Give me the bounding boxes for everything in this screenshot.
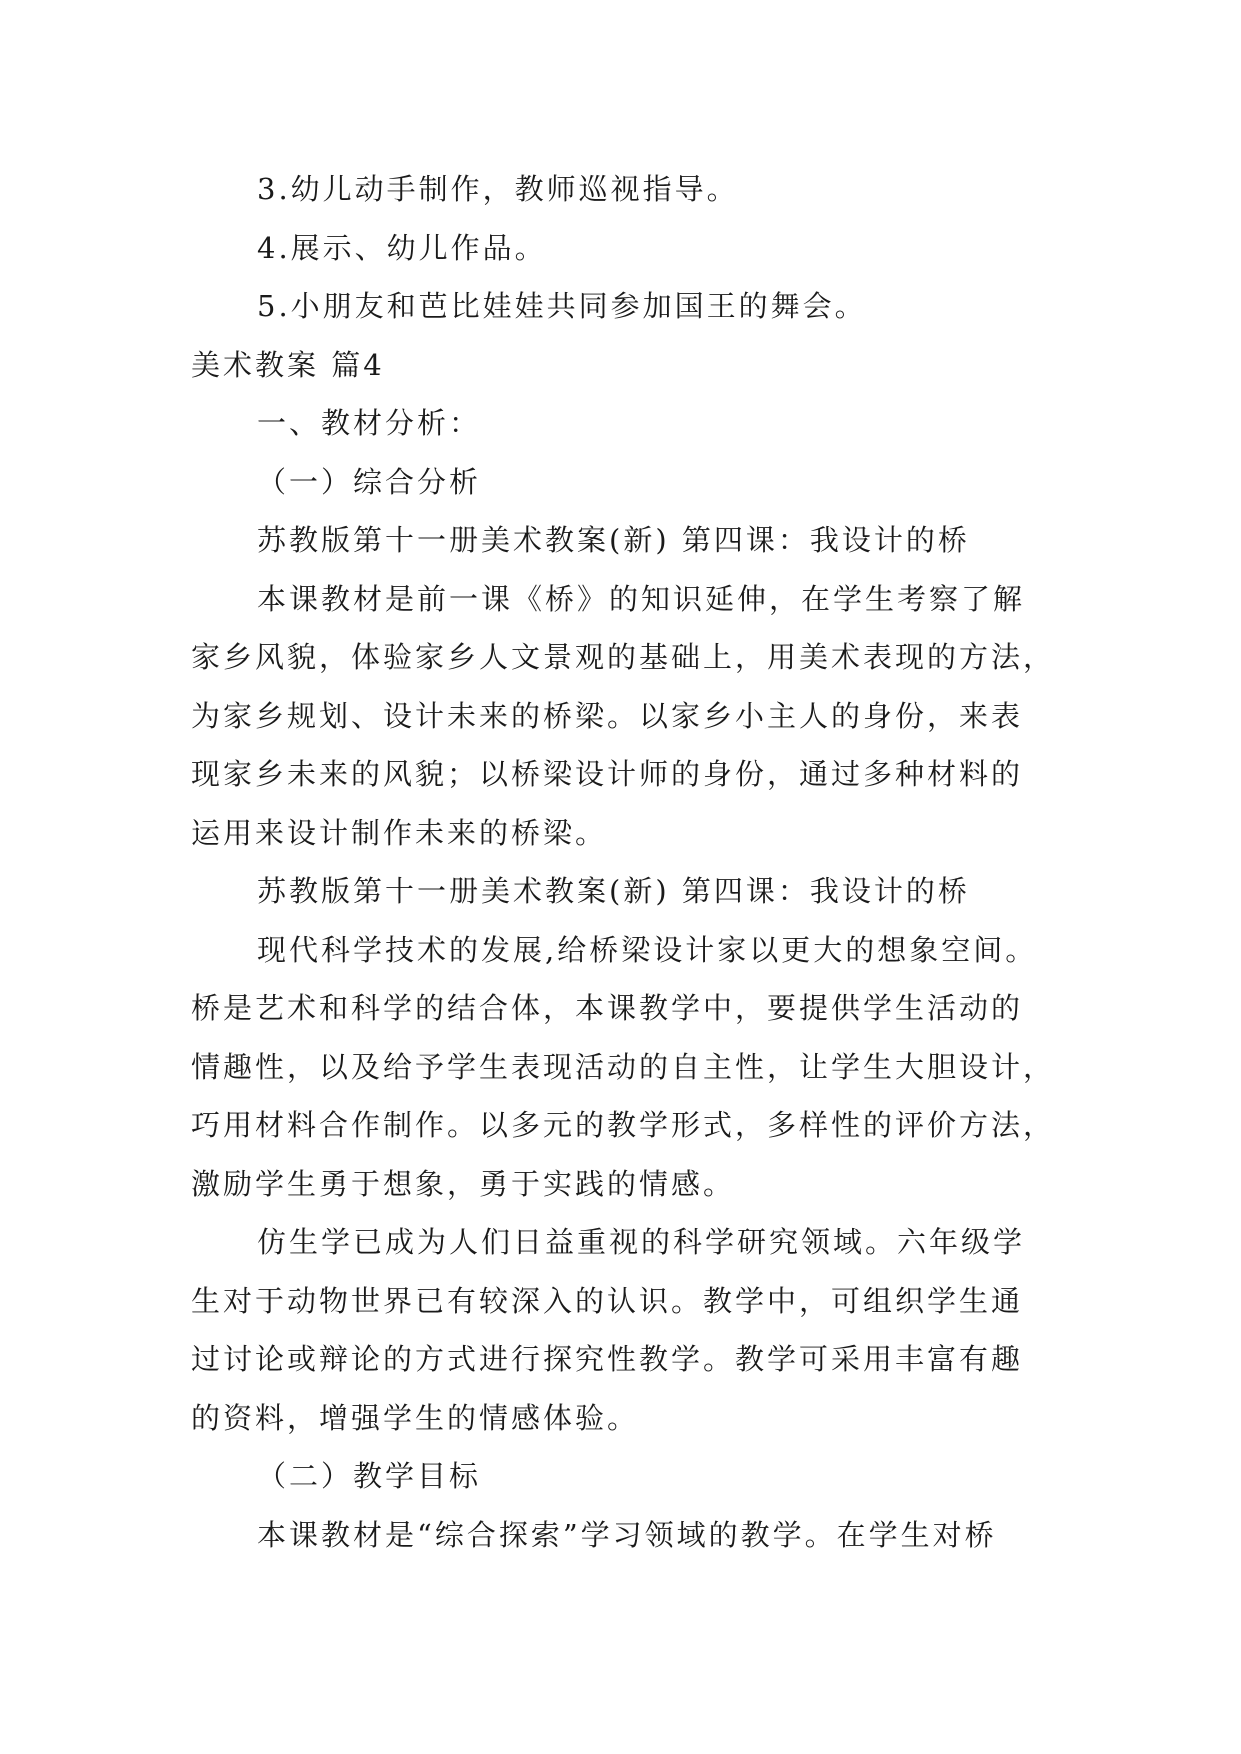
step-4-line: 4.展示、幼儿作品。 [257,230,547,265]
paragraph-line: 激励学生勇于想象，勇于实践的情感。 [191,1166,736,1201]
step-3-line: 3.幼儿动手制作，教师巡视指导。 [257,172,739,206]
paragraph-line: 现家乡未来的风貌；以桥梁设计师的身份，通过多种材料的 [191,757,1024,791]
subheading-teaching-goals: （二）教学目标 [257,1459,482,1493]
paragraph-line: 为家乡规划、设计未来的桥梁。以家乡小主人的身份，来表 [191,698,1024,733]
paragraph-line: 的资料，增强学生的情感体验。 [191,1400,640,1435]
paragraph-line: 桥是艺术和科学的结合体，本课教学中，要提供学生活动的 [191,991,1024,1025]
paragraph-line: 家乡风貌，体验家乡人文景观的基础上，用美术表现的方法， [191,640,1056,674]
lesson-title-line: 苏教版第十一册美术教案(新) 第四课：我设计的桥 [257,874,970,908]
paragraph-line: 本课教材是“综合探索”学习领域的教学。在学生对桥 [257,1517,997,1552]
lesson-title-line: 苏教版第十一册美术教案(新) 第四课：我设计的桥 [257,523,970,557]
subheading-material-analysis: 一、教材分析： [257,406,482,440]
subheading-comprehensive-analysis: （一）综合分析 [257,464,482,499]
paragraph-line: 仿生学已成为人们日益重视的科学研究领域。六年级学 [257,1225,1026,1259]
paragraph-line: 现代科学技术的发展,给桥梁设计家以更大的想象空间。 [257,932,1038,967]
paragraph-line: 巧用材料合作制作。以多元的教学形式，多样性的评价方法， [191,1108,1056,1142]
paragraph-line: 本课教材是前一课《桥》的知识延伸，在学生考察了解 [257,581,1026,616]
paragraph-line: 情趣性，以及给予学生表现活动的自主性，让学生大胆设计， [191,1049,1056,1084]
paragraph-line: 过讨论或辩论的方式进行探究性教学。教学可采用丰富有趣 [191,1342,1024,1376]
paragraph-line: 生对于动物世界已有较深入的认识。教学中，可组织学生通 [191,1283,1024,1318]
paragraph-line: 运用来设计制作未来的桥梁。 [191,815,608,850]
section-heading: 美术教案 篇4 [191,347,385,382]
step-5-line: 5.小朋友和芭比娃娃共同参加国王的舞会。 [257,289,867,323]
document-body [191,160,1056,1564]
